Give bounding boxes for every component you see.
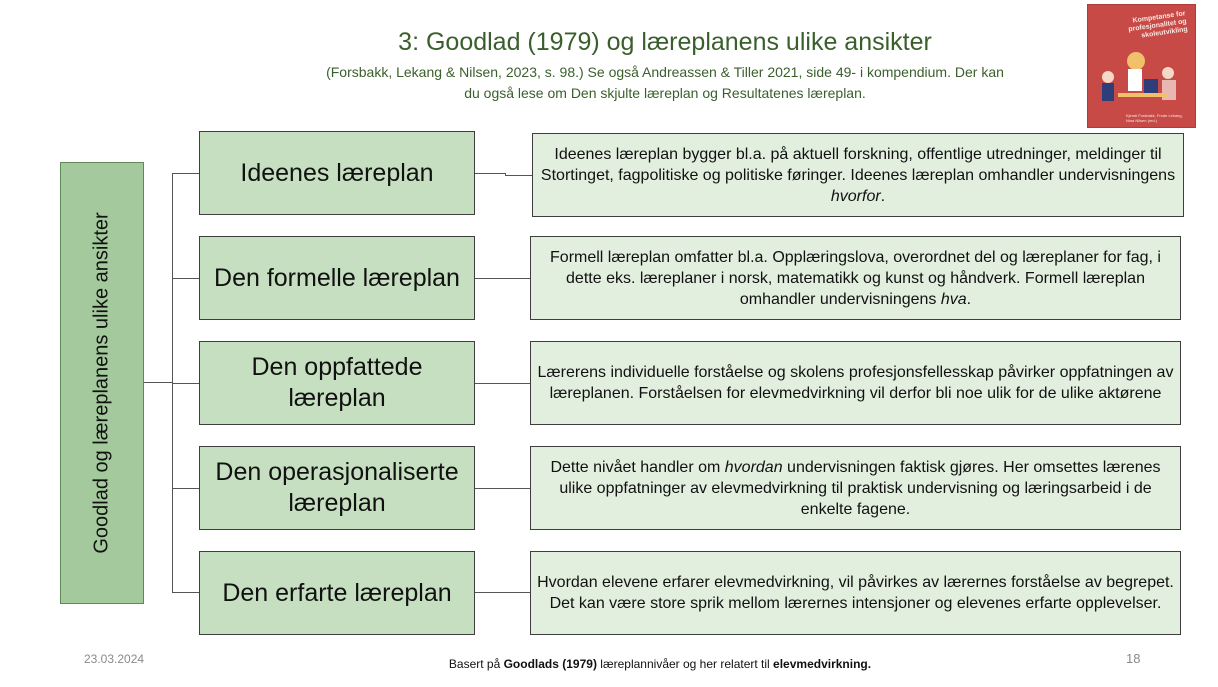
- branch-connector: [172, 592, 199, 593]
- root-node: [60, 162, 144, 604]
- description-node-formal: Formell læreplan omfatter bl.a. Opplæringslova, overordnet del og læreplaner for fag, i dette eks. læreplaner i norsk, matematikk og kunst og håndverk. Formell læreplan omhandler undervisningens hva.: [530, 236, 1181, 320]
- book-cover-image: [1088, 5, 1195, 127]
- desc-connector: [475, 383, 531, 384]
- slide-date: 23.03.2024: [84, 652, 145, 666]
- level-node-perceived: Den oppfattede læreplan: [199, 341, 475, 425]
- desc-connector: [475, 488, 531, 489]
- root-node-label: Goodlad og læreplanens ulike ansikter: [90, 212, 113, 554]
- desc-connector: [475, 173, 505, 174]
- description-node-experienced: Hvordan elevene erfarer elevmedvirkning, vil påvirkes av lærernes forståelse av begrepet. Det kan være store sprik mellom lærernes intensjoner og elevenes erfarte opplevelser.: [530, 551, 1181, 635]
- description-node-ideas: Ideenes læreplan bygger bl.a. på aktuell forskning, offentlige utredninger, meldinger til Stortinget, fagpolitiske og politiske føringer. Ideenes læreplan omhandler undervisningens hvorfor.: [532, 133, 1184, 217]
- slide-number: 18: [1126, 651, 1141, 666]
- branch-connector: [172, 173, 199, 174]
- desc-connector: [505, 175, 533, 176]
- desc-connector: [475, 592, 531, 593]
- footer-note: Basert på Goodlads (1979) læreplannivåer og her relatert til elevmedvirkning.: [448, 657, 872, 671]
- level-node-experienced: Den erfarte læreplan: [199, 551, 475, 635]
- desc-connector: [475, 278, 531, 279]
- level-node-formal: Den formelle læreplan: [199, 236, 475, 320]
- description-node-perceived: Lærerens individuelle forståelse og skolens profesjonsfellesskap påvirker oppfatningen av læreplanen. Forståelsen for elevmedvirkning vil derfor bli noe ulik for de ulike aktørene: [530, 341, 1181, 425]
- book-cover-authors: Kjersti Forsbakk, Frode Lekang, Nina Nilsen (red.): [1126, 113, 1183, 123]
- book-cover-illustration: [1088, 5, 1195, 127]
- root-connector: [144, 382, 173, 383]
- branch-connector: [172, 488, 199, 489]
- level-node-ideas: Ideenes læreplan: [199, 131, 475, 215]
- book-cover-title: Kompetanse for profesjonalitet og skoleutvikling: [1127, 10, 1189, 40]
- slide-title: 3: Goodlad (1979) og læreplanens ulike ansikter: [398, 28, 932, 56]
- description-node-operational: Dette nivået handler om hvordan undervisningen faktisk gjøres. Her omsettes lærenes ulike oppfatninger av elevmedvirkning til praktisk undervisning og læringsarbeid i de enkelte fagene.: [530, 446, 1181, 530]
- slide-subtitle: (Forsbakk, Lekang & Nilsen, 2023, s. 98.) Se også Andreassen & Tiller 2021, side 49- i kompendium. Der kan du også lese om Den skjulte læreplan og Resultatenes læreplan.: [326, 64, 1004, 101]
- branch-connector: [172, 278, 199, 279]
- level-node-operational: Den operasjonaliserte læreplan: [199, 446, 475, 530]
- branch-connector: [172, 383, 199, 384]
